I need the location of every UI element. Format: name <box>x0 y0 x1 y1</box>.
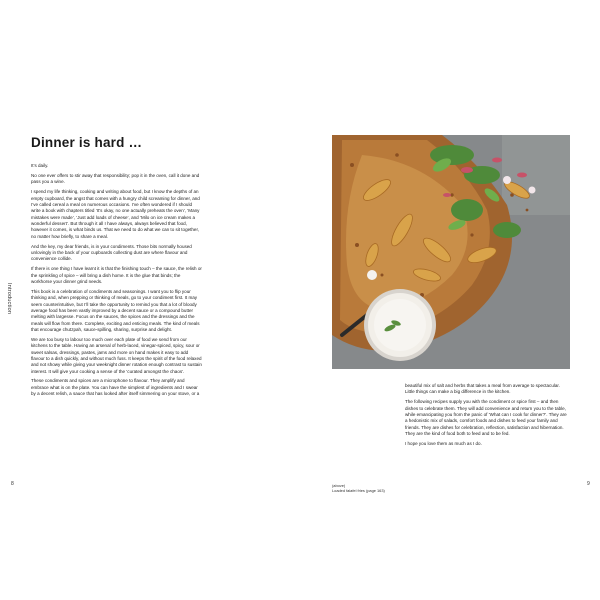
page-number: 9 <box>587 481 590 487</box>
section-side-label: Introduction <box>6 283 12 315</box>
body-paragraph: No one ever offers to stir away that responsibility; pop it in the oven, call it done and pass you a wine. <box>31 172 200 185</box>
right-body-text <box>405 383 568 451</box>
body-paragraph: It’s daily. <box>31 163 49 168</box>
body-paragraph: I hope you love them as much as I do. <box>405 440 482 446</box>
body-paragraph: And the key, my dear friends, is in your condiments. Those bits normally housed unlovingly in the back of your cupboards collecting dust are where flavour and convenience collide. <box>31 243 192 262</box>
body-paragraph: beautiful mix of salt and herbs that takes a meal from average to spectacular. Little things can make a big difference in the kitchen. <box>405 383 560 395</box>
left-body-text <box>31 163 202 401</box>
food-photo <box>332 135 570 369</box>
photo-caption <box>332 483 412 494</box>
page-number: 8 <box>11 481 14 487</box>
caption-position: (above) <box>332 483 346 488</box>
body-paragraph: If there is one thing I have learnt it is that the finishing touch – the sauce, the relish or the sprinkling of spice – will bring a dish home. It is the glue that binds; the workhorse your dinner grind needs. <box>31 266 202 284</box>
page-title: Dinner is hard … <box>31 135 143 150</box>
body-paragraph: These condiments and spices are a microphone to flavour. They amplify and embrace what is on the plate. You can have the simplest of ingredients and I swear by a decent relish, a sauce that has looked after itself simmering on your stove, or a <box>31 378 200 397</box>
body-paragraph: I spend my life thinking, cooking and writing about food, but I know the depths of an empty cupboard, the angst that comes with a hungry child screaming for dinner, and I’ve called cereal a meal on numerous occasions. I’ve often wondered if I should write a book with chapters titled ‘It’s okay, no one actually preheats the oven’, ‘Many mistakes were made’, ‘Just add loads of cheese’, and ‘Milo on ice cream makes a wonderful dessert’. But through it all I have always, always believed that food, however it comes, is what binds us. That we need to do what we can to sit together, no matter how briefly, to share a meal. <box>31 189 200 239</box>
body-paragraph: This book is a celebration of condiments and seasonings. I want you to flip your thinking and, when prepping or thinking of meals, go to your condiment first. It may seem counterintuitive, but I’ll take the opportunity to remind you that a lot of bloody average food has been vastly improved by a decent sauce or a compound butter melting with largesse. Focus on the sauces, the spices and the dressings and the meals will flow from there. Complete, exciting and enticing meals. The kind of meals that encourage chutzpah, sauce-spilling, sharing, surprise and delight. <box>31 288 200 332</box>
body-paragraph: The following recipes supply you with the condiment or spice first – and then dishes to celebrate them. They will add convenience and return you to the table, while emancipating you from the panic of ‘What can I cook for dinner?’. They are a hedonistic mix of salads, comfort foods and dishes to feed your family and friends. They are dishes for celebration, reflection, satisfaction and hibernation. They are the kind of food both to feed and to be fed. <box>405 399 567 436</box>
caption-dish: Loaded falafel fries (page 163) <box>332 488 385 494</box>
body-paragraph: We are too busy to labour too much over each plate of food we send from our kitchens to the table. Having an arsenal of herb-laced, vinegar-spiced, spicy, sour or sweet salsas, dressings, pastes, jams and more on hand makes it easy to add flavour to a dish quickly, and without much fuss. It keeps the spirit of the food relaxed and not showy while giving your weeknight dinner rotation enough contrast to sustain interest. It will give your cooking a sense of the ‘curated amongst the chaos’. <box>31 336 202 374</box>
food-photo-illustration <box>332 135 570 369</box>
